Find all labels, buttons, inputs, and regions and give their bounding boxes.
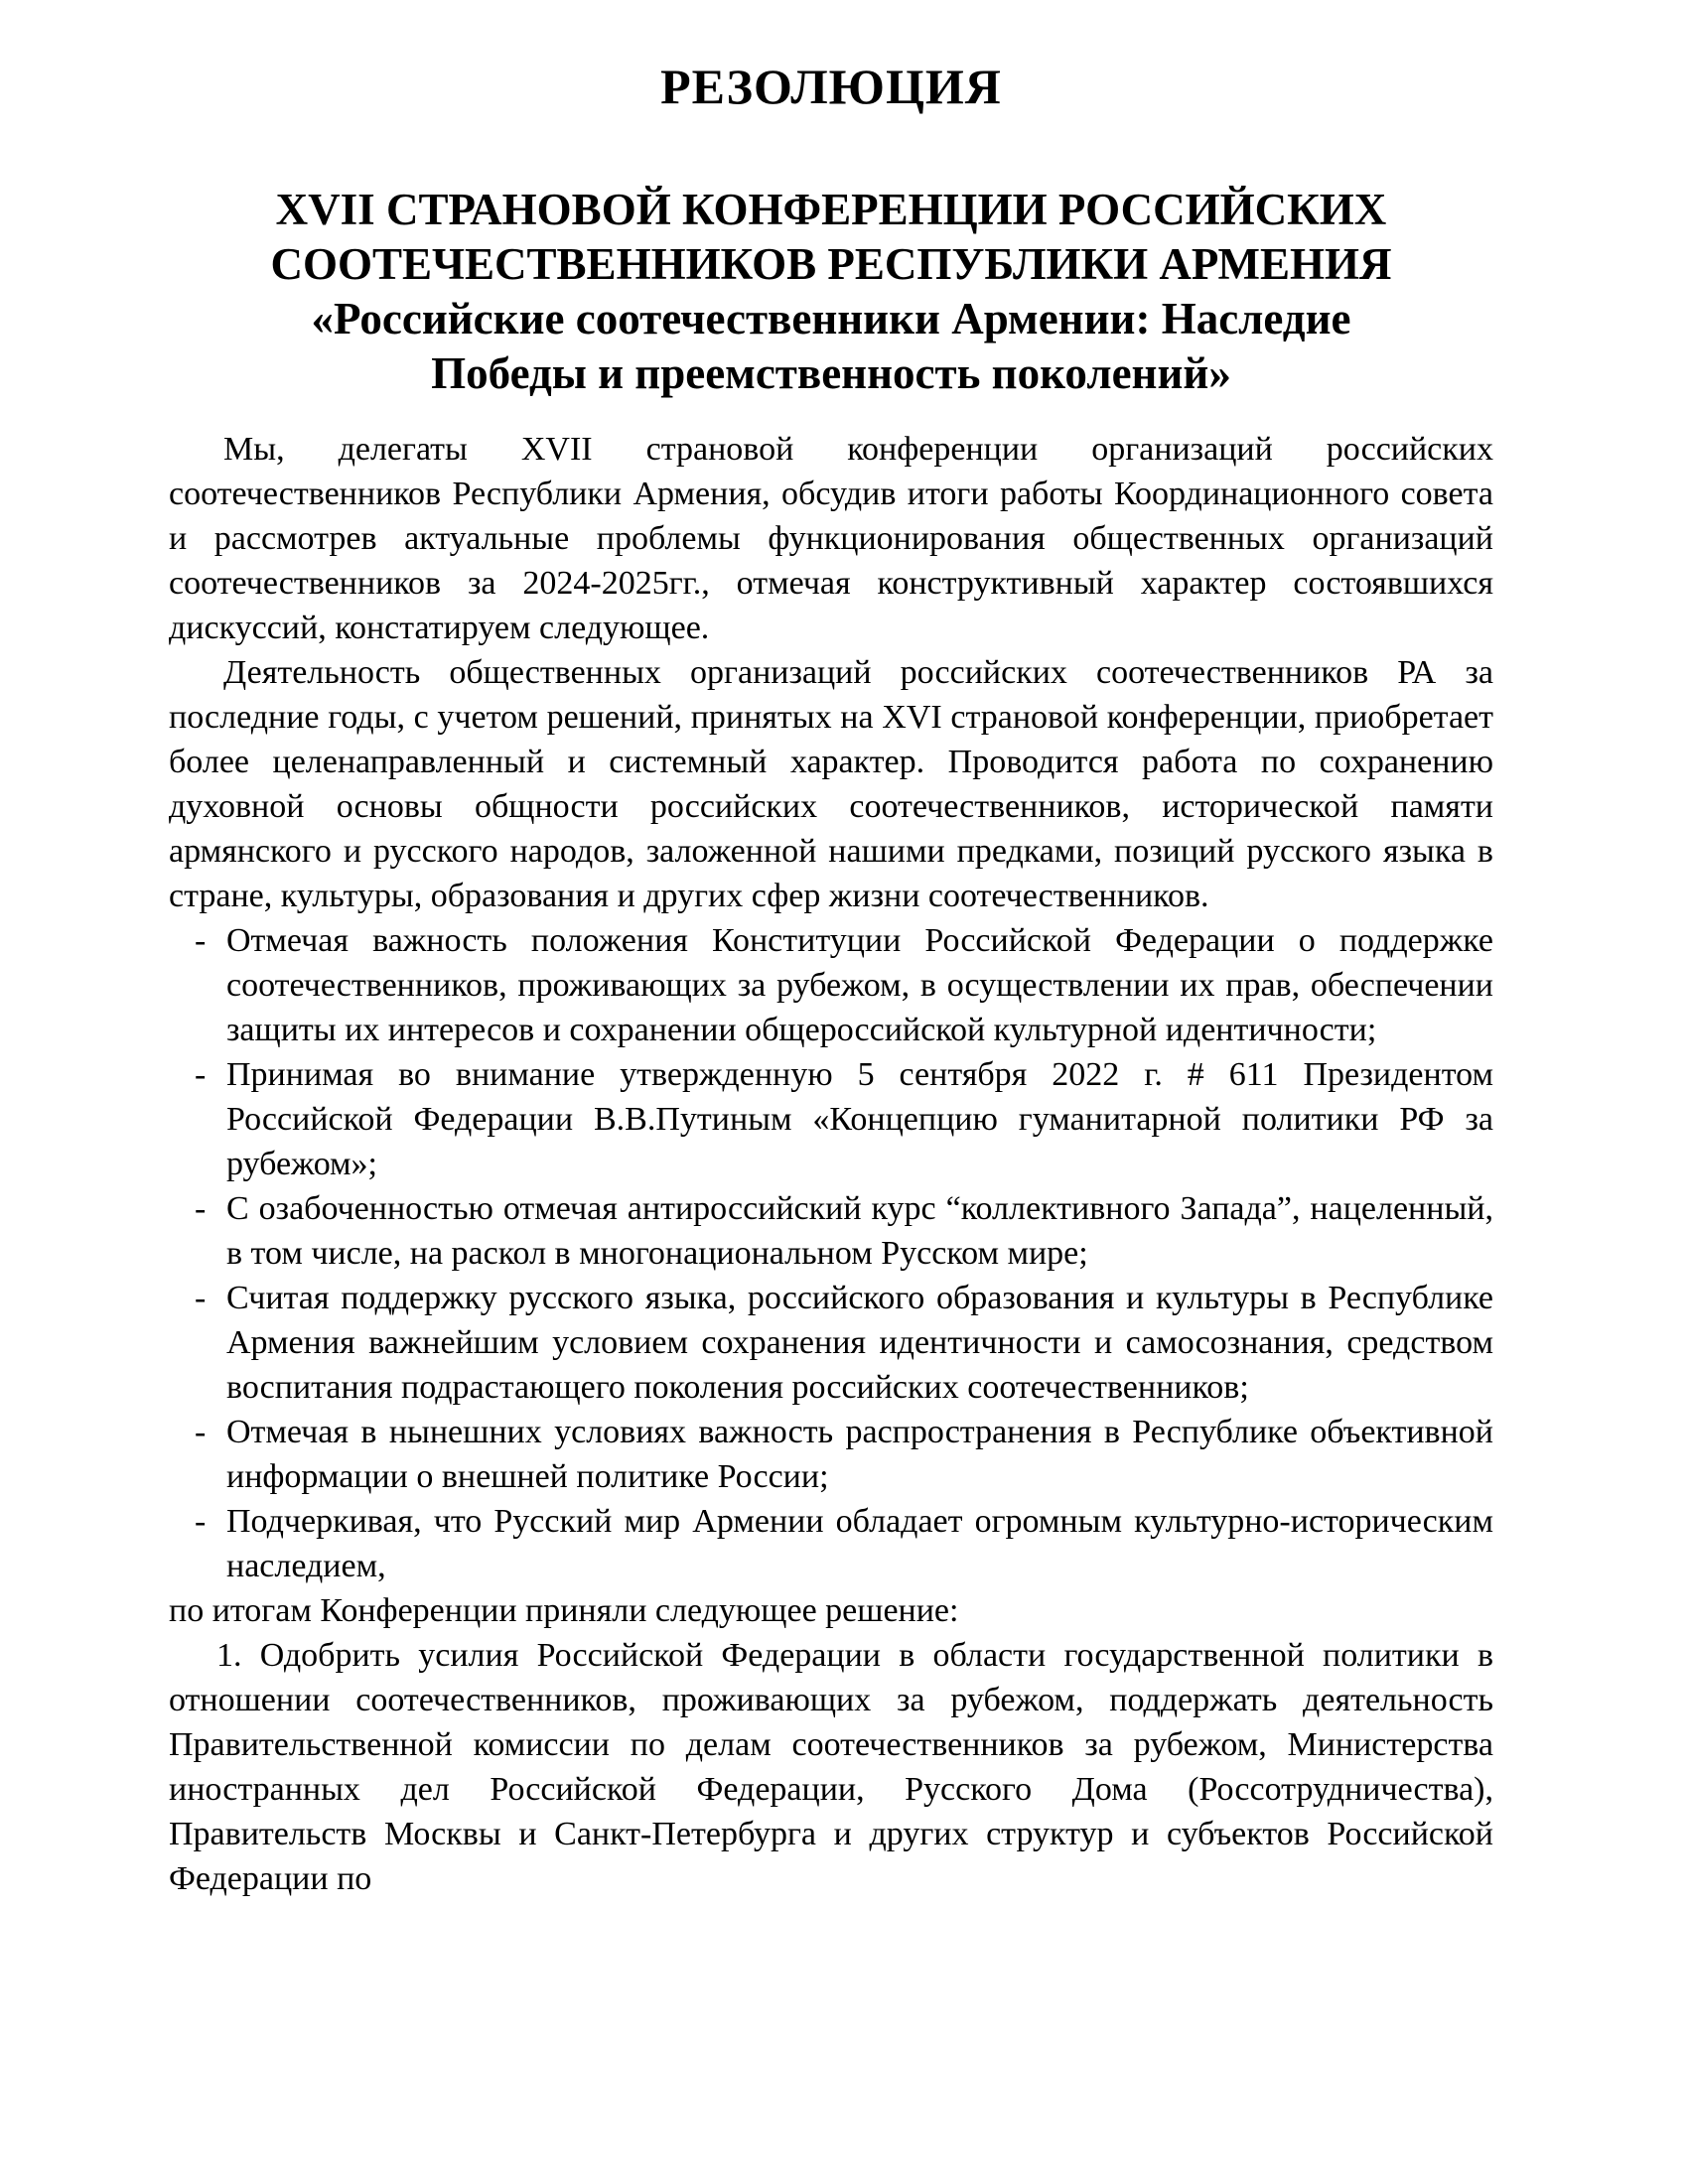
paragraph-intro: Мы, делегаты XVII страновой конференции организаций российских соотечественников Республики Армения, обсудив итоги работы Координационного совета и рассмотрев актуальные проблемы функционирования общественных организаций соотечественников за 2024-2025гг., отмечая конструктивный характер состоявшихся дискуссий, констатируем следующее. [169, 431, 1493, 646]
document-heading [169, 183, 1493, 401]
page-title: РЕЗОЛЮЦИЯ [660, 59, 1002, 114]
bullet-text: Отмечая важность положения Конституции Российской Федерации о поддержке соотечественников, проживающих за рубежом, в осуществлении их прав, обеспечении защиты их интересов и сохранении общероссийской культурной идентичности; [226, 922, 1493, 1048]
bullet-item [169, 1410, 1493, 1499]
bullet-item [169, 1276, 1493, 1410]
paragraph-activity: Деятельность общественных организаций российских соотечественников РА за последние годы, с учетом решений, принятых на XVI страновой конференции, приобретает более целенаправленный и системный характер. Проводится работа по сохранению духовной основы общности российских соотечественников, исторической памяти армянского и русского народов, заложенной нашими предками, позиций русского языка в стране, культуры, образования и других сфер жизни соотечественников. [169, 654, 1493, 914]
bullet-text: Считая поддержку русского языка, российского образования и культуры в Республике Армения важнейшим условием сохранения идентичности и самосознания, средством воспитания подрастающего поколения российских соотечественников; [226, 1280, 1493, 1406]
bullet-item [169, 1052, 1493, 1186]
bullet-dash: - [195, 1414, 207, 1450]
subtitle-line-2: Победы и преемственность поколений» [431, 348, 1231, 398]
bullet-text: Подчеркивая, что Русский мир Армении обладает огромным культурно-историческим наследием, [226, 1503, 1493, 1584]
bullet-text: С озабоченностью отмечая антироссийский курс “коллективного Запада”, нацеленный, в том числе, на раскол в многонациональном Русском мире; [226, 1190, 1493, 1272]
bullet-list [169, 918, 1493, 1588]
document-body [169, 427, 1493, 1901]
bullet-text: Принимая во внимание утвержденную 5 сентября 2022 г. # 611 Президентом Российской Федерации В.В.Путиным «Концепцию гуманитарной политики РФ за рубежом»; [226, 1056, 1493, 1182]
subtitle-line-1: «Российские соотечественники Армении: Наследие [311, 294, 1351, 343]
bullet-dash: - [195, 1056, 207, 1093]
bullet-item [169, 918, 1493, 1052]
bullet-item [169, 1186, 1493, 1276]
heading-line-1: XVII СТРАНОВОЙ КОНФЕРЕНЦИИ РОССИЙСКИХ [275, 185, 1387, 234]
bullet-dash: - [195, 1503, 207, 1540]
bullet-dash: - [195, 1190, 207, 1227]
bullet-dash: - [195, 1280, 207, 1316]
closing-line: по итогам Конференции приняли следующее решение: [169, 1592, 959, 1629]
heading-line-2: СООТЕЧЕСТВЕННИКОВ РЕСПУБЛИКИ АРМЕНИЯ [270, 239, 1392, 289]
bullet-item [169, 1499, 1493, 1588]
bullet-dash: - [195, 922, 207, 959]
bullet-text: Отмечая в нынешних условиях важность распространения в Республике объективной информации о внешней политике России; [226, 1414, 1493, 1495]
decision-paragraph: 1. Одобрить усилия Российской Федерации в области государственной политики в отношении соотечественников, проживающих за рубежом, поддержать деятельность Правительственной комиссии по делам соотечественников за рубежом, Министерства иностранных дел Российской Федерации, Русского Дома (Россотрудничества), Правительств Москвы и Санкт-Петербурга и других структур и субъектов Российской Федерации по [169, 1637, 1493, 1897]
